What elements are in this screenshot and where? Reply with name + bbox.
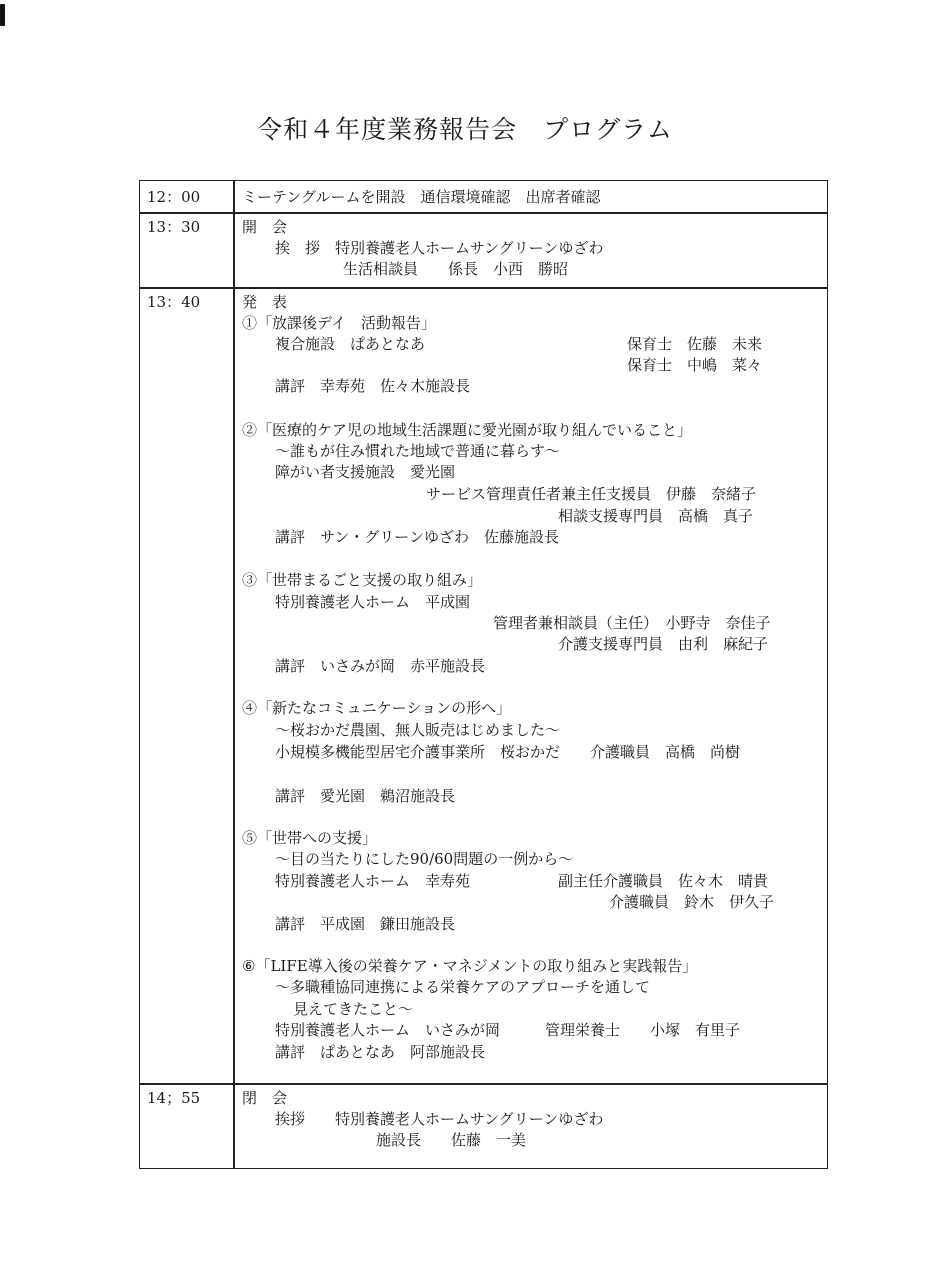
time-cell: 13：30	[147, 218, 201, 236]
row-divider	[139, 212, 828, 214]
presentation-subtitle: ～桜おかだ農園、無人販売はじめました～	[275, 721, 561, 739]
time-cell: 13：40	[147, 293, 201, 311]
program-line: 生活相談員 係長 小西 勝昭	[343, 260, 569, 278]
presenter: 保育士 中嶋 菜々	[627, 356, 763, 374]
row-divider	[139, 1083, 828, 1085]
program-line: ミーテングルームを開設 通信環境確認 出席者確認	[242, 188, 601, 206]
scan-mark	[0, 4, 5, 26]
program-line: 挨 拶 特別養護老人ホームサングリーンゆざわ	[275, 239, 604, 257]
presenter: 管理者兼相談員（主任） 小野寺 奈佳子	[493, 614, 771, 632]
presenter: 相談支援専門員 高橋 真子	[558, 507, 754, 525]
row-divider	[139, 287, 828, 289]
column-divider	[233, 180, 235, 1169]
program-line: 挨拶 特別養護老人ホームサングリーンゆざわ	[275, 1110, 604, 1128]
presentation-subtitle: 見えてきたこと～	[293, 1000, 414, 1018]
presentation-title: ⑥「LIFE導入後の栄養ケア・マネジメントの取り組みと実践報告」	[242, 957, 698, 975]
presentation-subtitle: ～誰もが住み慣れた地域で普通に暮らす～	[275, 442, 561, 460]
presenter: サービス管理責任者兼主任支援員 伊藤 奈緒子	[426, 485, 757, 503]
facility-name: 複合施設 ぱあとなあ	[275, 335, 426, 353]
presentation-subtitle: ～目の当たりにした90/60問題の一例から～	[275, 850, 574, 868]
review-line: 講評 平成園 鎌田施設長	[275, 915, 456, 933]
presentation-title: ⑤「世帯への支援」	[242, 829, 378, 847]
section-heading: 発 表	[242, 293, 288, 311]
facility-presenter-line: 特別養護老人ホーム いさみが岡 管理栄養士 小塚 有里子	[275, 1021, 741, 1039]
facility-name: 障がい者支援施設 愛光園	[275, 463, 456, 481]
facility-presenter-line: 小規模多機能型居宅介護事業所 桜おかだ 介護職員 高橋 尚樹	[275, 743, 741, 761]
presentation-subtitle: ～多職種協同連携による栄養ケアのアプローチを通して	[275, 978, 651, 996]
presentation-title: ③「世帯まるごと支援の取り組み」	[242, 571, 483, 589]
review-line: 講評 幸寿苑 佐々木施設長	[275, 377, 471, 395]
section-heading: 開 会	[242, 218, 288, 236]
facility-name: 特別養護老人ホーム 幸寿苑	[275, 872, 471, 890]
presentation-title: ②「医療的ケア児の地域生活課題に愛光園が取り組んでいること」	[242, 421, 693, 439]
review-line: 講評 愛光園 鵜沼施設長	[275, 787, 456, 805]
presentation-title: ④「新たなコミュニケーションの形へ」	[242, 699, 512, 717]
review-line: 講評 サン・グリーンゆざわ 佐藤施設長	[275, 528, 559, 546]
time-cell: 12：00	[147, 188, 201, 206]
presentation-title: ①「放課後デイ 活動報告」	[242, 314, 436, 332]
presenter: 介護職員 鈴木 伊久子	[609, 893, 775, 911]
review-line: 講評 ぱあとなあ 阿部施設長	[275, 1043, 486, 1061]
program-line: 施設長 佐藤 一美	[376, 1131, 527, 1149]
time-cell: 14；55	[147, 1089, 201, 1107]
presenter: 介護支援専門員 由利 麻紀子	[558, 635, 769, 653]
review-line: 講評 いさみが岡 赤平施設長	[275, 657, 486, 675]
facility-name: 特別養護老人ホーム 平成園	[275, 593, 471, 611]
section-heading: 閉 会	[242, 1089, 288, 1107]
presenter: 副主任介護職員 佐々木 晴貴	[558, 872, 769, 890]
presenter: 保育士 佐藤 未来	[627, 335, 763, 353]
page-title: 令和４年度業務報告会 プログラム	[257, 115, 673, 144]
